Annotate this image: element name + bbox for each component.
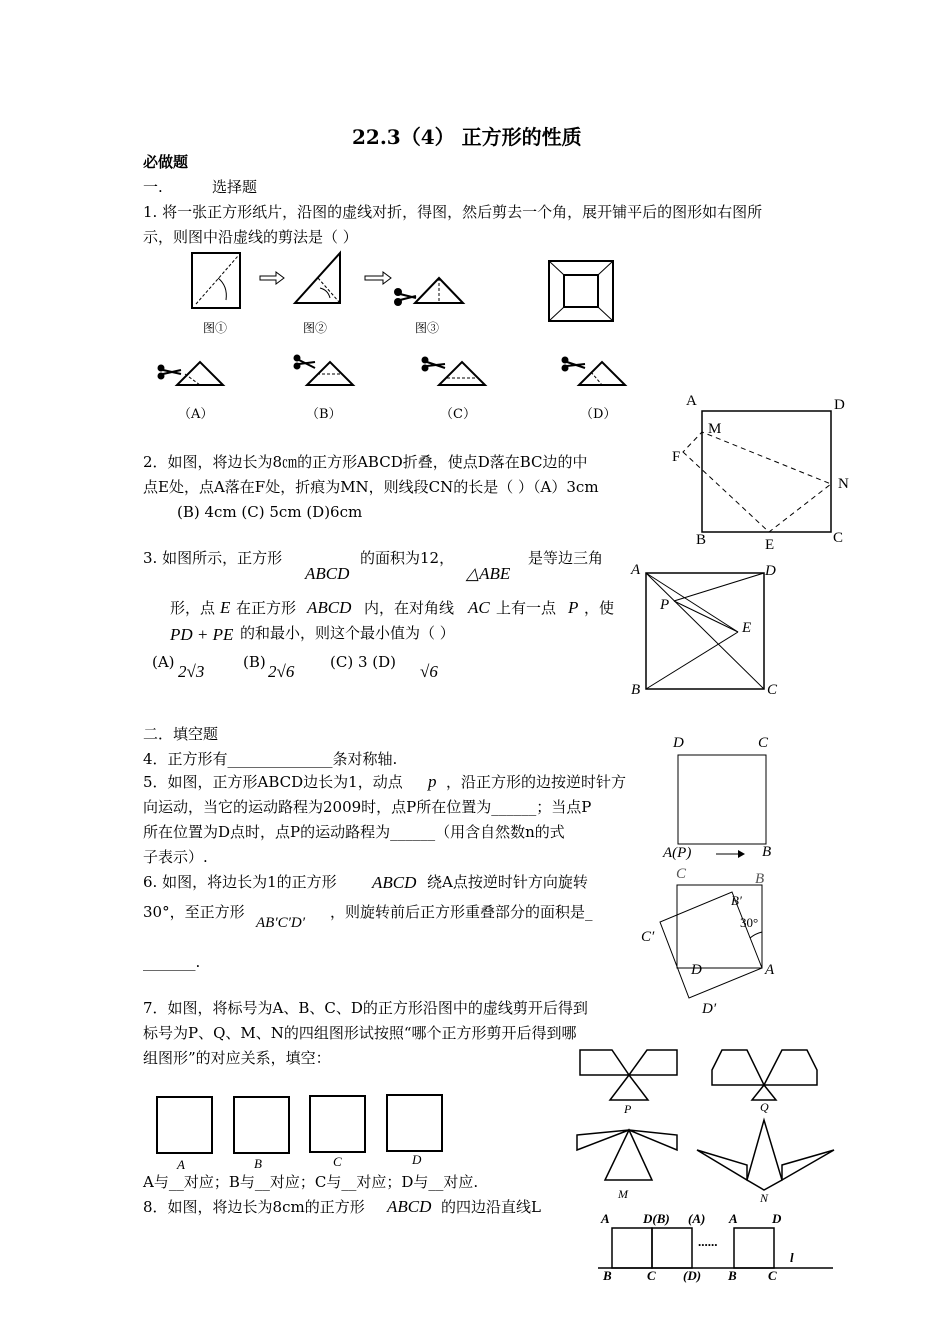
q8-figure <box>598 1222 838 1272</box>
q6-label-angle: 30° <box>740 915 759 930</box>
q5-arrow <box>716 848 746 860</box>
q1-caption-3: 图③ <box>415 321 440 335</box>
q5-math-p: p <box>428 772 437 791</box>
q2-line3: (B) 4cm (C) 5cm (D)6cm <box>177 503 363 521</box>
q3-opt-b-val: 2√6 <box>268 662 295 681</box>
part1-heading: 选择题 <box>212 178 258 196</box>
q2-label-a: A <box>686 393 697 409</box>
q6-line3: _______. <box>143 953 201 971</box>
q6-line1b: 绕A点按逆时针方向旋转 <box>427 873 588 891</box>
q3-label-e: E <box>742 620 752 636</box>
q3-opt-b: (B) <box>243 653 266 671</box>
q8-line-label: l <box>790 1250 794 1265</box>
q3-math-sum: PD + PE <box>170 625 234 644</box>
q2-label-m: M <box>708 421 722 437</box>
q3-line2d: 上有一点 <box>496 599 557 617</box>
q6-line2a: 30°，至正方形 <box>143 903 245 921</box>
q2-label-f: F <box>672 449 681 465</box>
q6-label-b1: B′ <box>731 893 742 908</box>
q8-top-label-5: D <box>772 1211 782 1226</box>
q6-math-abcd2: AB′C′D′ <box>256 915 306 931</box>
q8-bottom-label-4: B <box>728 1268 737 1283</box>
q5-line3: 所在位置为D点时，点P的运动路程为______（用含自然数n的式 <box>143 823 565 841</box>
q4-text: 4．正方形有______________条对称轴. <box>143 750 398 768</box>
q2-label-n: N <box>838 476 849 492</box>
q5-label-ap: A(P) <box>663 845 692 861</box>
q5-label-c: C <box>758 735 769 751</box>
q2-label-e: E <box>765 537 775 553</box>
q7-square-label-c: C <box>333 1154 342 1169</box>
q6-label-c1: C′ <box>641 929 655 945</box>
q7-piece-label-m: M <box>618 1187 628 1201</box>
q7-pieces <box>572 1040 842 1200</box>
q7-line2: 标号为P、Q、M、N的四组图形试按照“哪个正方形剪开后得到哪 <box>143 1024 577 1042</box>
q3-math-abe: △ABE <box>466 564 511 583</box>
q7-square-label-d: D <box>412 1152 422 1167</box>
q6-label-d1: D′ <box>702 1001 717 1017</box>
q3-opt-c-d: (C) 3 (D) <box>330 653 396 671</box>
q8-line1b: 的四边沿直线L <box>441 1198 541 1216</box>
q3-opt-a-val: 2√3 <box>178 662 205 681</box>
q7-piece-label-q: Q <box>760 1100 769 1114</box>
q5-line4: 子表示）. <box>143 848 208 866</box>
q3-label-b: B <box>631 682 641 698</box>
q7-square-label-b: B <box>254 1156 262 1171</box>
q2-label-d: D <box>834 397 845 413</box>
q5-figure <box>676 753 776 853</box>
q3-opt-a: (A) <box>152 653 175 671</box>
q6-line1a: 6. 如图，将边长为1的正方形 <box>143 873 337 891</box>
q6-label-c: C <box>676 866 687 882</box>
q8-ellipsis: ...... <box>698 1234 718 1249</box>
q5-line1b: ，沿正方形的边按逆时针方 <box>446 773 627 791</box>
q3-line2a: 形，点 <box>170 599 216 617</box>
q6-math-abcd: ABCD <box>372 873 417 892</box>
q3-math-e: E <box>220 598 231 617</box>
page-title: 22.3（4） 正方形的性质 <box>352 125 582 149</box>
q3-line1b: 的面积为12， <box>360 549 455 567</box>
q8-line1a: 8．如图，将边长为8cm的正方形 <box>143 1198 365 1216</box>
q8-bottom-label-3: (D) <box>683 1268 702 1283</box>
q3-line2e: ，使 <box>584 599 615 617</box>
q1-result-figure <box>546 258 616 324</box>
q3-label-c: C <box>767 682 778 698</box>
q8-bottom-label-2: C <box>647 1268 656 1283</box>
q3-line1a: 3. 如图所示，正方形 <box>143 549 283 567</box>
q7-piece-label-p: P <box>624 1102 632 1116</box>
q1-option-d: （D） <box>580 407 617 422</box>
q2-line2: 点E处，点A落在F处，折痕为MN，则线段CN的长是（ ）（A）3cm <box>143 478 599 496</box>
q3-math-abcd: ABCD <box>305 564 350 583</box>
q7-square-label-a: A <box>177 1157 185 1172</box>
q7-line1: 7．如图，将标号为A、B、C、D的正方形沿图中的虚线剪开后得到 <box>143 999 588 1017</box>
q8-bottom-label-1: B <box>603 1268 612 1283</box>
part1-number: 一. <box>143 178 163 196</box>
q3-line3: 的和最小，则这个最小值为（ ） <box>240 624 455 642</box>
q1-option-figures <box>155 350 635 395</box>
q5-line2: 向运动，当它的运动路程为2009时，点P所在位置为______；当点P <box>143 798 592 816</box>
q2-label-b: B <box>696 532 707 548</box>
q5-line1: 5．如图，正方形ABCD边长为1，动点 <box>143 773 403 791</box>
q3-math-abcd2: ABCD <box>307 598 352 617</box>
q8-top-label-2: D(B) <box>643 1211 670 1226</box>
q7-line3: 组图形”的对应关系，填空： <box>143 1049 331 1067</box>
q5-label-d: D <box>673 735 684 751</box>
q3-line2c: 内，在对角线 <box>364 599 455 617</box>
q6-label-d: D <box>691 962 702 978</box>
q3-label-p: P <box>660 597 670 613</box>
q7-squares <box>153 1092 448 1157</box>
q6-label-a: A <box>765 962 775 978</box>
q8-math-abcd: ABCD <box>387 1197 432 1216</box>
q1-option-a: （A） <box>178 407 214 422</box>
q1-line2: 示，则图中沿虚线的剪法是（ ） <box>143 228 358 246</box>
q6-figure <box>655 880 775 1005</box>
q1-caption-1: 图① <box>203 321 228 335</box>
q3-label-d: D <box>765 563 776 579</box>
q3-line1c: 是等边三角 <box>528 549 604 567</box>
q1-option-b: （B） <box>306 407 342 422</box>
q8-top-label-1: A <box>601 1211 610 1226</box>
q6-label-b: B <box>755 871 765 887</box>
q8-top-label-4: A <box>729 1211 738 1226</box>
q3-opt-d-val: √6 <box>420 662 438 681</box>
q6-line2b: ，则旋转前后正方形重叠部分的面积是_ <box>330 903 593 921</box>
part2-heading: 二．填空题 <box>143 725 219 743</box>
section-required: 必做题 <box>143 153 189 171</box>
q8-top-label-3: (A) <box>688 1211 706 1226</box>
q1-caption-2: 图② <box>303 321 328 335</box>
q1-line1: 1. 将一张正方形纸片，沿图的虚线对折，得图，然后剪去一个角，展开铺平后的图形如右图所 <box>143 203 763 221</box>
q5-label-b: B <box>762 844 772 860</box>
q1-option-c: （C） <box>440 407 476 422</box>
q7-piece-label-n: N <box>760 1191 769 1205</box>
q3-math-ac: AC <box>468 598 490 617</box>
q7-answer-line: A与__对应；B与__对应；C与__对应；D与__对应. <box>143 1173 479 1191</box>
q3-line2b: 在正方形 <box>236 599 297 617</box>
q3-math-p: P <box>568 598 579 617</box>
q8-bottom-label-5: C <box>768 1268 777 1283</box>
q2-line1: 2．如图，将边长为8㎝的正方形ABCD折叠，使点D落在BC边的中 <box>143 453 588 471</box>
q3-label-a: A <box>631 562 641 578</box>
q2-label-c: C <box>833 530 844 546</box>
